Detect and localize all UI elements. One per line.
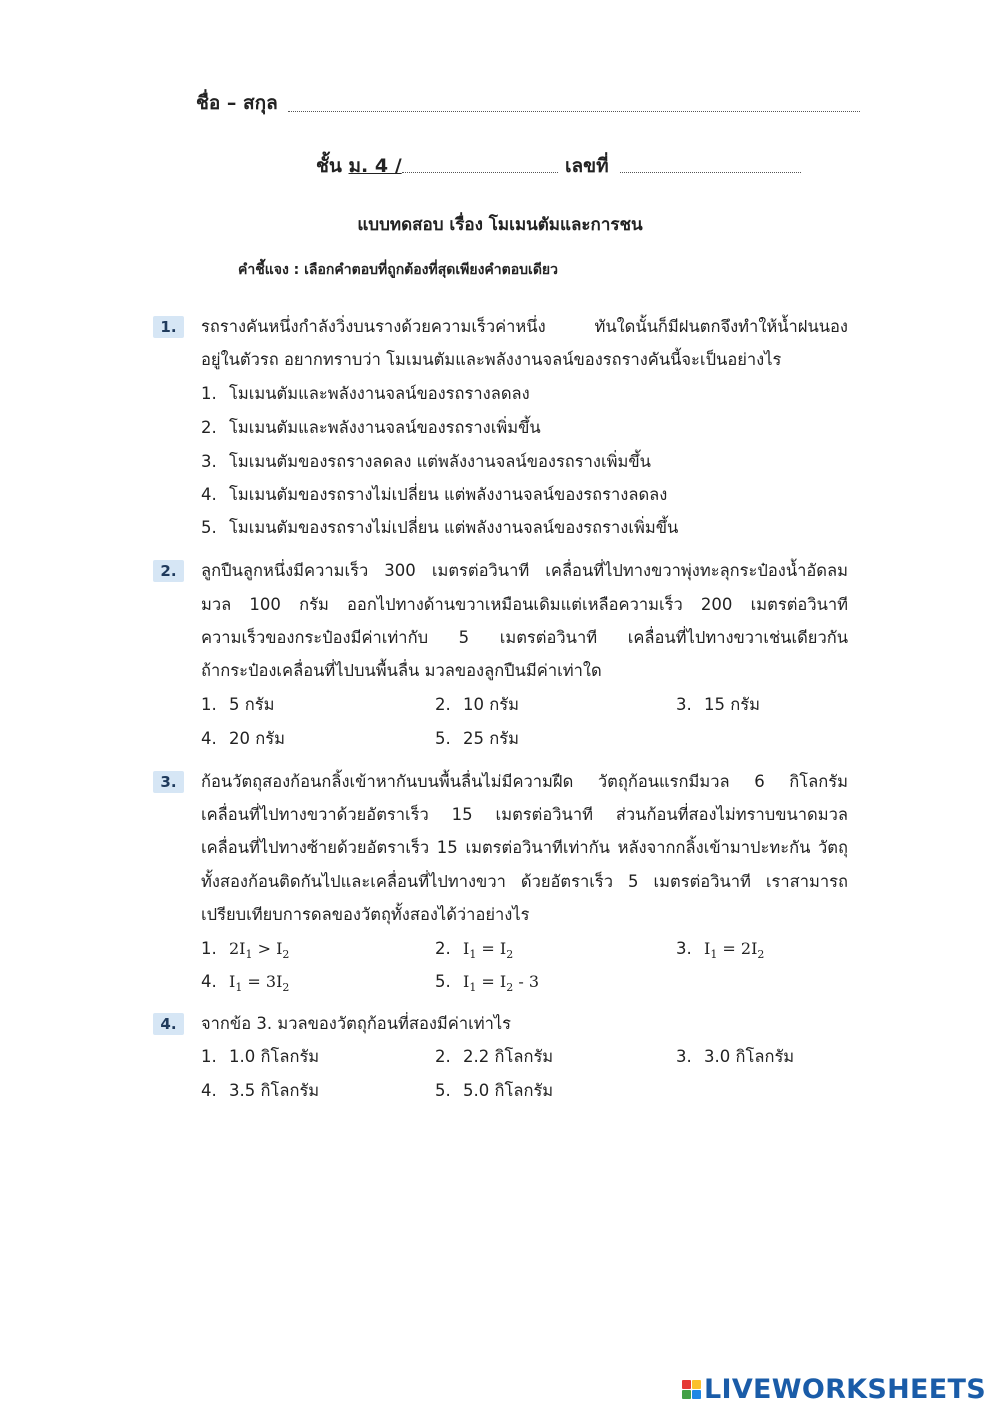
option-number: 2. — [201, 418, 217, 437]
option-number: 5. — [435, 972, 451, 991]
answer-option[interactable] — [201, 483, 667, 507]
answer-option[interactable] — [676, 937, 764, 967]
option-number: 1. — [201, 1047, 217, 1066]
impulse-formula: $I_1 = I_2 - 3$ — [463, 972, 539, 995]
class-label — [316, 151, 402, 181]
number-label: เลขที่ — [565, 155, 609, 177]
logo-square-icon — [692, 1390, 701, 1399]
option-number: 3. — [676, 695, 692, 714]
option-text: 5 กรัม — [229, 695, 275, 714]
option-number: 2. — [435, 1047, 451, 1066]
option-text: 2.2 กิโลกรัม — [463, 1047, 554, 1066]
option-number: 4. — [201, 729, 217, 748]
option-number: 5. — [201, 518, 217, 537]
answer-option[interactable] — [676, 1045, 794, 1069]
question-text-line: จากข้อ 3. มวลของวัตถุก้อนที่สองมีค่าเท่าไร — [201, 1014, 512, 1033]
answer-option[interactable] — [201, 516, 678, 540]
question-number-badge: 1. — [153, 316, 184, 338]
liveworksheets-logo-icon — [682, 1380, 701, 1399]
option-number: 3. — [676, 1047, 692, 1066]
answer-option[interactable] — [201, 937, 289, 967]
option-text: 25 กรัม — [463, 729, 519, 748]
class-input-line[interactable] — [402, 172, 558, 173]
option-text: โมเมนตัมและพลังงานจลน์ของรถรางเพิ่มขึ้น — [229, 418, 541, 437]
option-number: 4. — [201, 972, 217, 991]
question-text-line: เคลื่อนที่ไปทางซ้ายด้วยอัตราเร็ว 15 เมตรต่อวินาทีเท่ากัน หลังจากกลิ้งเข้ามาปะทะกัน วัตถุ — [201, 838, 848, 857]
question-text-line: รถรางคันหนึ่งกำลังวิ่งบนรางด้วยความเร็วค่าหนึ่ง ทันใดนั้นก็มีฝนตกจึงทำให้น้ำฝนนอง — [201, 317, 848, 336]
answer-option[interactable] — [201, 1079, 319, 1103]
name-input-line[interactable] — [288, 111, 860, 112]
answer-option[interactable] — [435, 937, 513, 967]
impulse-formula: $I_1 = 3I_2$ — [229, 972, 290, 995]
option-text: โมเมนตัมและพลังงานจลน์ของรถรางลดลง — [229, 384, 530, 403]
answer-option[interactable] — [676, 693, 760, 717]
liveworksheets-logo[interactable] — [682, 1374, 986, 1405]
question-text-line: ถ้ากระป๋องเคลื่อนที่ไปบนพื้นลื่น มวลของลูกปืนมีค่าเท่าใด — [201, 661, 602, 680]
answer-option[interactable] — [201, 416, 541, 440]
option-text: 15 กรัม — [704, 695, 760, 714]
question-number-badge: 3. — [153, 771, 184, 793]
question-text-line: เคลื่อนที่ไปทางขวาด้วยอัตราเร็ว 15 เมตรต่อวินาที ส่วนก้อนที่สองไม่ทราบขนาดมวล — [201, 805, 848, 824]
answer-option[interactable] — [435, 727, 519, 751]
option-number: 1. — [201, 939, 217, 958]
instruction: คำชี้แจง : เลือกคำตอบที่ถูกต้องที่สุดเพียงคำตอบเดียว — [238, 262, 558, 278]
question-text-line: อยู่ในตัวรถ อยากทราบว่า โมเมนตัมและพลังงานจลน์ของรถรางคันนี้จะเป็นอย่างไร — [201, 350, 782, 369]
option-number: 1. — [201, 384, 217, 403]
option-number: 4. — [201, 485, 217, 504]
answer-option[interactable] — [435, 1045, 553, 1069]
question-text-line: ก้อนวัตถุสองก้อนกลิ้งเข้าหากันบนพื้นลื่นไม่มีความฝืด วัตถุก้อนแรกมีมวล 6 กิโลกรัม — [201, 772, 848, 791]
option-text: 10 กรัม — [463, 695, 519, 714]
question-number-badge: 4. — [153, 1013, 184, 1035]
number-input-line[interactable] — [620, 172, 801, 173]
impulse-formula: $I_1 = I_2$ — [463, 939, 514, 962]
answer-option[interactable] — [435, 1079, 553, 1103]
option-text: โมเมนตัมของรถรางไม่เปลี่ยน แต่พลังงานจลน์ของรถรางเพิ่มขึ้น — [229, 518, 679, 537]
name-label: ชื่อ – สกุล — [196, 92, 278, 114]
class-label-value: ม. 4 / — [348, 155, 402, 177]
question-text-line: มวล 100 กรัม ออกไปทางด้านขวาเหมือนเดิมแต่เหลือความเร็ว 200 เมตรต่อวินาที — [201, 595, 848, 614]
option-text: โมเมนตัมของรถรางลดลง แต่พลังงานจลน์ของรถรางเพิ่มขึ้น — [229, 452, 651, 471]
option-text: 1.0 กิโลกรัม — [229, 1047, 320, 1066]
option-number: 4. — [201, 1081, 217, 1100]
class-label-prefix: ชั้น — [316, 155, 342, 177]
logo-square-icon — [692, 1380, 701, 1389]
impulse-formula: $2I_1 > I_2$ — [229, 939, 290, 962]
option-number: 3. — [201, 452, 217, 471]
question-text-line: ความเร็วของกระป๋องมีค่าเท่ากับ 5 เมตรต่อวินาที เคลื่อนที่ไปทางขวาเช่นเดียวกัน — [201, 628, 848, 647]
logo-square-icon — [682, 1390, 691, 1399]
answer-option[interactable] — [201, 693, 274, 717]
answer-option[interactable] — [201, 382, 530, 406]
option-text: 5.0 กิโลกรัม — [463, 1081, 554, 1100]
answer-option[interactable] — [435, 970, 539, 1000]
option-number: 1. — [201, 695, 217, 714]
question-number-badge: 2. — [153, 560, 184, 582]
answer-option[interactable] — [201, 970, 289, 1000]
question-text-line: ทั้งสองก้อนติดกันไปและเคลื่อนที่ไปทางขวา ด้วยอัตราเร็ว 5 เมตรต่อวินาที เราสามารถ — [201, 872, 848, 891]
answer-option[interactable] — [201, 727, 285, 751]
option-number: 5. — [435, 1081, 451, 1100]
option-number: 3. — [676, 939, 692, 958]
question-text-line: ลูกปืนลูกหนึ่งมีความเร็ว 300 เมตรต่อวินาที เคลื่อนที่ไปทางขวาพุ่งทะลุกระป๋องน้ำอัดลม — [201, 561, 848, 580]
page-title: แบบทดสอบ เรื่อง โมเมนตัมและการชน — [357, 215, 643, 235]
question-text-line: เปรียบเทียบการดลของวัตถุทั้งสองได้ว่าอย่างไร — [201, 905, 530, 924]
answer-option[interactable] — [201, 1045, 319, 1069]
answer-option[interactable] — [435, 693, 519, 717]
logo-square-icon — [682, 1380, 691, 1389]
option-text: โมเมนตัมของรถรางไม่เปลี่ยน แต่พลังงานจลน์ของรถรางลดลง — [229, 485, 668, 504]
answer-option[interactable] — [201, 450, 651, 474]
impulse-formula: $I_1 = 2I_2$ — [704, 939, 765, 962]
option-text: 3.5 กิโลกรัม — [229, 1081, 320, 1100]
option-text: 3.0 กิโลกรัม — [704, 1047, 795, 1066]
brand-name: LIVEWORKSHEETS — [703, 1374, 986, 1405]
option-number: 2. — [435, 695, 451, 714]
option-number: 2. — [435, 939, 451, 958]
option-number: 5. — [435, 729, 451, 748]
option-text: 20 กรัม — [229, 729, 285, 748]
